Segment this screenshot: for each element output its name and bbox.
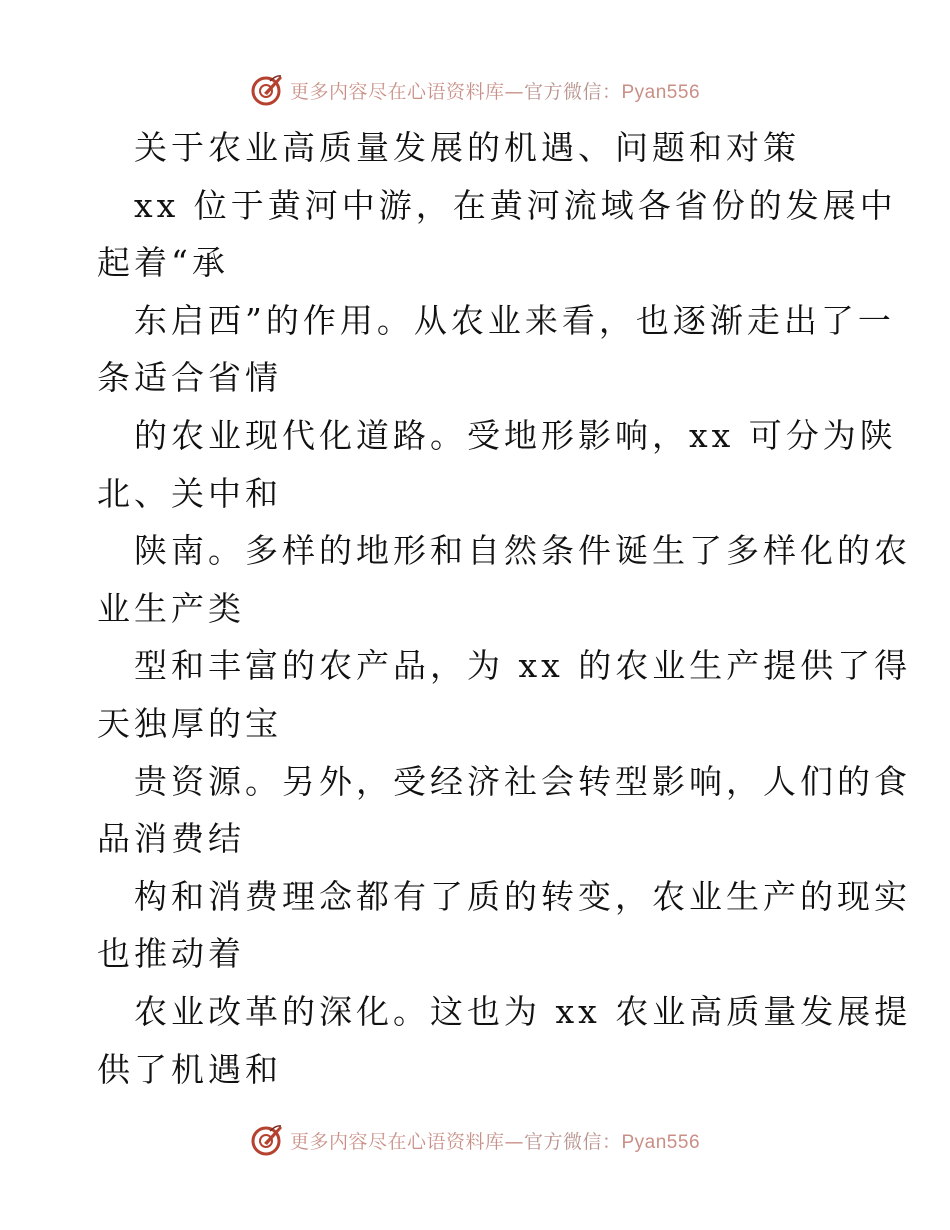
- watermark-main-text: 更多内容尽在心语资料库: [289, 1130, 505, 1153]
- watermark-wechat-id: Pyan556: [621, 1131, 701, 1153]
- paragraph-line: 北、关中和: [97, 474, 282, 513]
- paragraph-line: 供了机遇和: [97, 1050, 282, 1089]
- paragraph-line: 陕南。多样的地形和自然条件诞生了多样化的农: [134, 531, 911, 570]
- paragraph-line: 贵资源。另外，受经济社会转型影响，人们的食: [134, 762, 911, 801]
- watermark-text: [290, 1127, 700, 1154]
- watermark-wechat-label: 官方微信：: [523, 80, 622, 103]
- paragraph-line: 条适合省情: [97, 358, 282, 397]
- quill-logo-icon: [250, 1123, 284, 1157]
- paragraph-line: 型和丰富的农产品，为 xx 的农业生产提供了得: [134, 646, 912, 685]
- paragraph-line: 构和消费理念都有了质的转变，农业生产的现实: [134, 877, 911, 916]
- paragraph-line: 东启西”的作用。从农业来看，也逐渐走出了一: [134, 301, 895, 340]
- footer-watermark: [0, 1120, 950, 1160]
- document-title: 关于农业高质量发展的机遇、问题和对策: [134, 128, 800, 167]
- watermark-separator: —: [504, 80, 524, 103]
- paragraph-line: 天独厚的宝: [97, 704, 282, 743]
- paragraph-line: 农业改革的深化。这也为 xx 农业高质量发展提: [134, 992, 912, 1031]
- paragraph-line: 起着“承: [97, 243, 229, 282]
- watermark-separator: —: [504, 1130, 524, 1153]
- paragraph-line: 也推动着: [97, 934, 245, 973]
- paragraph-line: xx 位于黄河中游，在黄河流域各省份的发展中: [134, 186, 897, 225]
- watermark-wechat-label: 官方微信：: [523, 1130, 622, 1153]
- paragraph-line: 品消费结: [97, 819, 245, 858]
- watermark-wechat-id: Pyan556: [621, 81, 701, 103]
- paragraph-line: 的农业现代化道路。受地形影响，xx 可分为陕: [134, 416, 897, 455]
- paragraph-line: 业生产类: [97, 589, 245, 628]
- watermark-main-text: 更多内容尽在心语资料库: [289, 80, 505, 103]
